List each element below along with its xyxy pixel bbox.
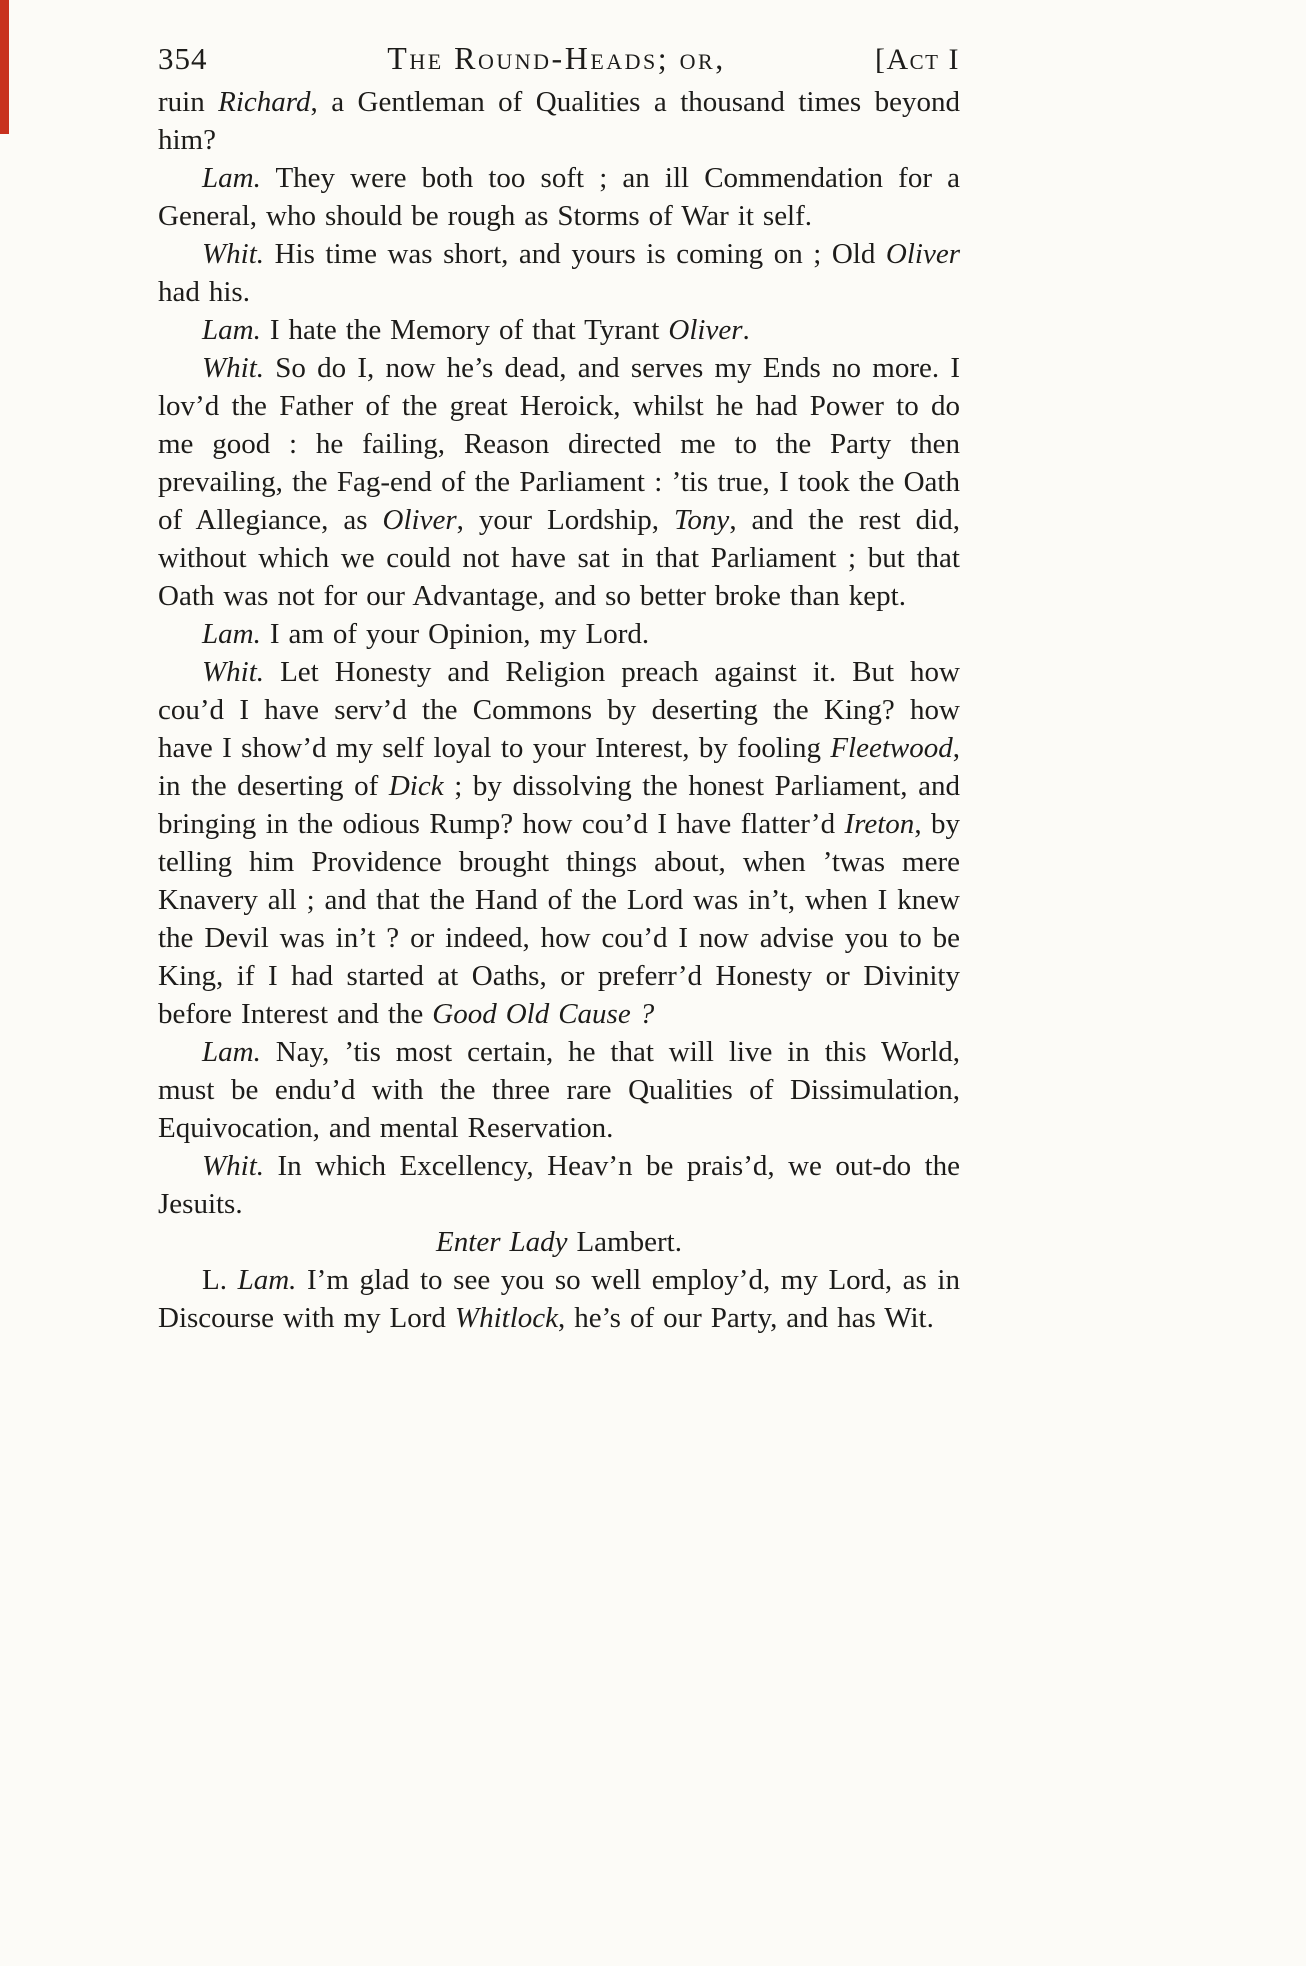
text-run: , your Lordship, — [456, 504, 674, 536]
text-run: , in the deserting of — [158, 732, 960, 802]
italic-run: Whit. — [202, 1150, 265, 1182]
speech-whit — [158, 235, 960, 311]
text-run: , by telling him Providence brought things about, when ’twas mere Knavery all ; and that the Hand of the Lord was in’t, when I knew the Devil was in’t ? or indeed, how cou’d I now advise you to be King, if I had started at Oaths, or preferr’d Honesty or Divinity before Interest and the — [158, 808, 960, 1030]
text-run: In which Excellency, Heav’n be prais’d, we out-do the Jesuits. — [158, 1150, 960, 1220]
italic-run: Dick — [388, 770, 444, 802]
italic-run: Oliver — [885, 238, 960, 270]
text-run: L. — [202, 1264, 238, 1296]
italic-run: Oliver — [668, 314, 743, 346]
text-run: I’m glad to see you so well employ’d, my Lord, as in Discourse with my Lord — [158, 1264, 960, 1334]
speech-lam — [158, 159, 960, 235]
text-run: . — [742, 314, 750, 346]
italic-run: Whit. — [202, 238, 265, 270]
italic-run: Lam. — [237, 1264, 297, 1296]
italic-run: Lam. — [202, 162, 261, 194]
italic-run: Lam. — [202, 1036, 261, 1068]
play-text — [158, 83, 960, 1337]
italic-run: Fleetwood — [830, 732, 953, 764]
italic-run: Enter Lady — [436, 1226, 568, 1258]
text-run: , and the rest did, without which we could not have sat in that Parliament ; but that Oath was not for our Advantage, and so better broke than kept. — [158, 504, 960, 612]
text-run: ; by dissolving the honest Parliament, and bringing in the odious Rump? how cou’d I have flatter’d — [158, 770, 961, 840]
italic-run: Whit. — [202, 352, 265, 384]
red-edge-artifact — [0, 0, 9, 134]
text-run: Let Honesty and Religion preach against it. But how cou’d I have serv’d the Commons by deserting the King? how have I show’d my self loyal to your Interest, by fooling — [158, 656, 960, 764]
speech-lam — [158, 311, 960, 349]
speech-whit — [158, 349, 960, 615]
page-number: 354 — [158, 41, 208, 76]
speech-lam — [158, 615, 960, 653]
text-run: had his. — [158, 276, 250, 308]
text-run: Lambert. — [567, 1226, 682, 1258]
text-run: ruin — [158, 86, 219, 118]
italic-run: Tony — [673, 504, 730, 536]
italic-run: Whitlock — [454, 1302, 558, 1334]
text-run: So do I, now he’s dead, and serves my Ends no more. I lov’d the Father of the great Heroick, whilst he had Power to do me good : he failing, Reason directed me to the Party then prevailing, the Fag-end of the Parliament : ’tis true, I took the Oath of Allegiance, as — [158, 352, 960, 536]
text-run: Nay, ’tis most certain, he that will live in this World, must be endu’d with the three rare Qualities of Dissimulation, Equivocation, and mental Reservation. — [158, 1036, 960, 1144]
italic-run: Lam. — [202, 314, 261, 346]
italic-run: Lam. — [202, 618, 261, 650]
text-run: They were both too soft ; an ill Commendation for a General, who should be rough as Storms of War it self. — [158, 162, 960, 232]
speech-lam — [158, 1033, 960, 1147]
act-marker: [Act I — [875, 43, 960, 76]
speech-whit — [158, 1147, 960, 1223]
italic-run: Whit. — [202, 656, 265, 688]
italic-run: Richard — [218, 86, 311, 118]
stage-direction — [158, 1223, 960, 1261]
text-run: I am of your Opinion, my Lord. — [260, 618, 650, 650]
italic-run: Ireton — [844, 808, 915, 840]
text-run: I hate the Memory of that Tyrant — [260, 314, 669, 346]
page-header — [158, 40, 960, 77]
speech-whit — [158, 653, 960, 1033]
text-run: , a Gentleman of Qualities a thousand times beyond him? — [158, 86, 960, 156]
text-block — [158, 40, 960, 1337]
text-run: His time was short, and yours is coming on ; Old — [264, 238, 886, 270]
continuation-paragraph — [158, 83, 960, 159]
italic-run: Oliver — [382, 504, 457, 536]
speech-lady-lam — [158, 1261, 960, 1337]
text-run: , he’s of our Party, and has Wit. — [558, 1302, 934, 1334]
italic-run: Good Old Cause ? — [432, 998, 655, 1030]
running-title: The Round-Heads; or, — [387, 40, 726, 76]
